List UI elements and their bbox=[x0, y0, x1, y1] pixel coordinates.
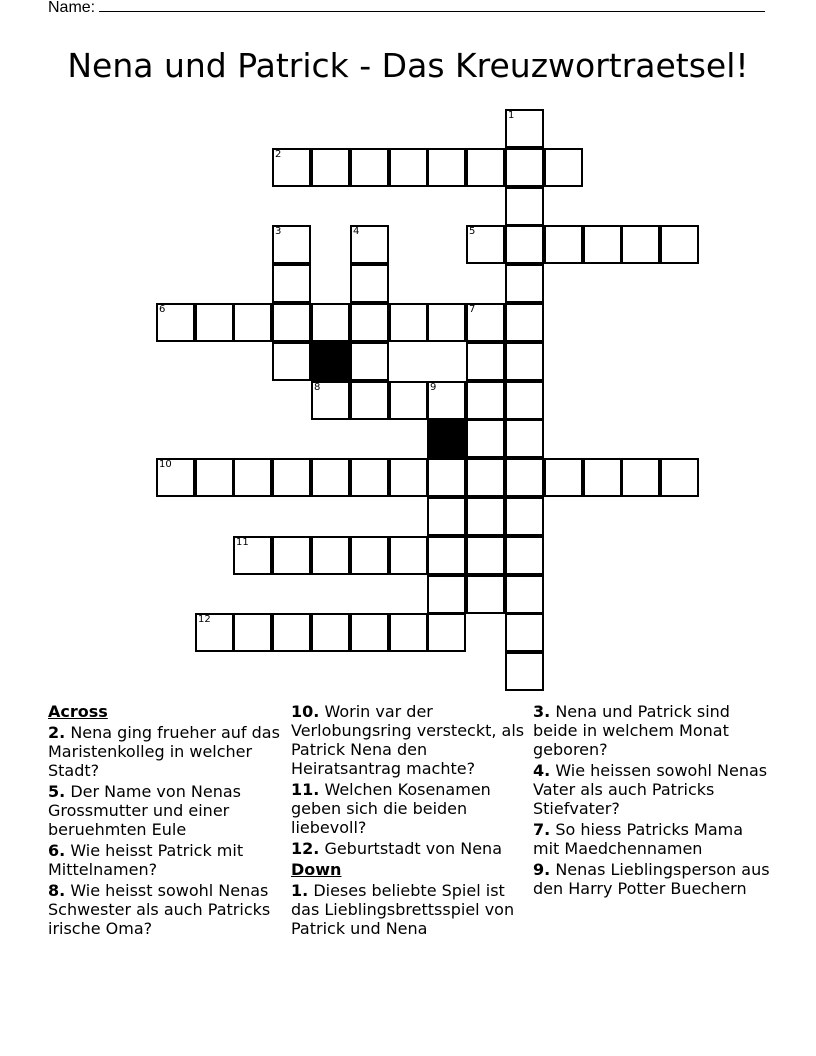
cell-5[interactable] bbox=[466, 225, 505, 264]
cell-2[interactable] bbox=[272, 148, 311, 187]
cell[interactable] bbox=[505, 148, 544, 187]
clue-number: 11 bbox=[236, 537, 249, 548]
cell-4[interactable] bbox=[350, 225, 389, 264]
cell[interactable] bbox=[466, 497, 505, 536]
cell[interactable] bbox=[427, 536, 466, 575]
cell[interactable] bbox=[272, 342, 311, 381]
cell-12[interactable] bbox=[195, 613, 234, 652]
clue-number: 7 bbox=[469, 304, 476, 315]
clue-number: 3 bbox=[275, 226, 282, 237]
cell[interactable] bbox=[505, 458, 544, 497]
cell-1[interactable] bbox=[505, 109, 544, 148]
across-clue-11: 11. Welchen Kosenamen geben sich die beiden liebevoll? bbox=[291, 780, 491, 837]
cell[interactable] bbox=[272, 536, 311, 575]
cell[interactable] bbox=[466, 381, 505, 420]
cell[interactable] bbox=[427, 497, 466, 536]
cell[interactable] bbox=[621, 225, 660, 264]
clue-number: 8 bbox=[314, 382, 321, 393]
across-clue-8: 8. Wie heisst sowohl Nenas Schwester als auch Patricks irische Oma? bbox=[48, 881, 271, 938]
cell-8[interactable] bbox=[311, 381, 350, 420]
page-title: Nena und Patrick - Das Kreuzwortraetsel! bbox=[67, 46, 749, 85]
clue-number: 5 bbox=[469, 226, 476, 237]
down-clue-1: 1. Dieses beliebte Spiel ist das Lieblingsbrettsspiel von Patrick und Nena bbox=[291, 881, 515, 938]
clue-number: 4 bbox=[353, 226, 360, 237]
cell[interactable] bbox=[350, 458, 389, 497]
cell-9[interactable] bbox=[427, 381, 466, 420]
clue-number: 2 bbox=[275, 149, 282, 160]
cell[interactable] bbox=[389, 613, 428, 652]
cell[interactable] bbox=[505, 381, 544, 420]
cell[interactable] bbox=[660, 458, 699, 497]
cell[interactable] bbox=[311, 613, 350, 652]
cell-10[interactable] bbox=[156, 458, 195, 497]
cell[interactable] bbox=[427, 303, 466, 342]
clue-number: 1 bbox=[508, 110, 515, 121]
down-clue-3: 3. Nena und Patrick sind beide in welchem Monat geboren? bbox=[533, 702, 730, 759]
cell[interactable] bbox=[350, 381, 389, 420]
across-clue-12: 12. Geburtstadt von Nena bbox=[291, 839, 502, 858]
across-clue-5: 5. Der Name von Nenas Grossmutter und einer beruehmten Eule bbox=[48, 782, 242, 839]
cell-11[interactable] bbox=[233, 536, 272, 575]
cell-6[interactable] bbox=[156, 303, 195, 342]
cell[interactable] bbox=[272, 264, 311, 303]
cell[interactable] bbox=[505, 575, 544, 614]
down-clue-7: 7. So hiess Patricks Mama mit Maedchennamen bbox=[533, 820, 744, 858]
cell[interactable] bbox=[544, 148, 583, 187]
cell[interactable] bbox=[350, 536, 389, 575]
across-clue-10: 10. Worin var der Verlobungsring versteckt, als Patrick Nena den Heiratsantrag machte? bbox=[291, 702, 525, 778]
cell[interactable] bbox=[350, 264, 389, 303]
cell[interactable] bbox=[466, 575, 505, 614]
cell[interactable] bbox=[505, 497, 544, 536]
cell[interactable] bbox=[505, 613, 544, 652]
clue-number: 10 bbox=[159, 459, 172, 470]
cell[interactable] bbox=[505, 303, 544, 342]
cell[interactable] bbox=[311, 148, 350, 187]
cell[interactable] bbox=[195, 458, 234, 497]
clues-column-3 bbox=[533, 702, 773, 900]
cell[interactable] bbox=[272, 303, 311, 342]
cell[interactable] bbox=[389, 458, 428, 497]
cell[interactable] bbox=[583, 458, 622, 497]
cell[interactable] bbox=[389, 536, 428, 575]
cell[interactable] bbox=[427, 458, 466, 497]
cell[interactable] bbox=[389, 303, 428, 342]
cell[interactable] bbox=[311, 303, 350, 342]
cell[interactable] bbox=[389, 381, 428, 420]
cell[interactable] bbox=[350, 342, 389, 381]
cell[interactable] bbox=[311, 536, 350, 575]
cell[interactable] bbox=[583, 225, 622, 264]
cell[interactable] bbox=[233, 303, 272, 342]
cell[interactable] bbox=[350, 613, 389, 652]
cell-3[interactable] bbox=[272, 225, 311, 264]
cell[interactable] bbox=[427, 575, 466, 614]
cell[interactable] bbox=[195, 303, 234, 342]
down-clue-9: 9. Nenas Lieblingsperson aus den Harry Potter Buechern bbox=[533, 860, 770, 898]
clue-number: 12 bbox=[198, 614, 211, 625]
clue-number: 6 bbox=[159, 304, 166, 315]
cell[interactable] bbox=[272, 613, 311, 652]
cell[interactable] bbox=[350, 303, 389, 342]
cell[interactable] bbox=[621, 458, 660, 497]
cell[interactable] bbox=[272, 458, 311, 497]
down-clue-4: 4. Wie heissen sowohl Nenas Vater als auch Patricks Stiefvater? bbox=[533, 761, 768, 818]
black-square bbox=[427, 419, 466, 458]
cell[interactable] bbox=[427, 613, 466, 652]
cell[interactable] bbox=[505, 342, 544, 381]
cell[interactable] bbox=[427, 148, 466, 187]
cell[interactable] bbox=[505, 264, 544, 303]
cell[interactable] bbox=[544, 458, 583, 497]
cell[interactable] bbox=[389, 148, 428, 187]
cell[interactable] bbox=[466, 458, 505, 497]
cell[interactable] bbox=[660, 225, 699, 264]
name-label: Name: bbox=[48, 0, 96, 16]
cell-7[interactable] bbox=[466, 303, 505, 342]
cell[interactable] bbox=[505, 536, 544, 575]
across-heading: Across bbox=[48, 702, 108, 721]
cell[interactable] bbox=[350, 148, 389, 187]
cell[interactable] bbox=[505, 187, 544, 226]
clues-column-1 bbox=[48, 702, 288, 940]
clues-column-2 bbox=[291, 702, 531, 940]
cell[interactable] bbox=[466, 148, 505, 187]
cell[interactable] bbox=[233, 613, 272, 652]
cell[interactable] bbox=[544, 225, 583, 264]
cell[interactable] bbox=[233, 458, 272, 497]
down-heading: Down bbox=[291, 860, 342, 879]
cell[interactable] bbox=[505, 419, 544, 458]
cell[interactable] bbox=[505, 225, 544, 264]
cell[interactable] bbox=[466, 536, 505, 575]
cell[interactable] bbox=[466, 342, 505, 381]
cell[interactable] bbox=[311, 458, 350, 497]
black-square bbox=[311, 342, 350, 381]
clue-number: 9 bbox=[430, 382, 437, 393]
across-clue-6: 6. Wie heisst Patrick mit Mittelnamen? bbox=[48, 841, 244, 879]
cell[interactable] bbox=[505, 652, 544, 691]
across-clue-2: 2. Nena ging frueher auf das Maristenkolleg in welcher Stadt? bbox=[48, 723, 280, 780]
cell[interactable] bbox=[466, 419, 505, 458]
